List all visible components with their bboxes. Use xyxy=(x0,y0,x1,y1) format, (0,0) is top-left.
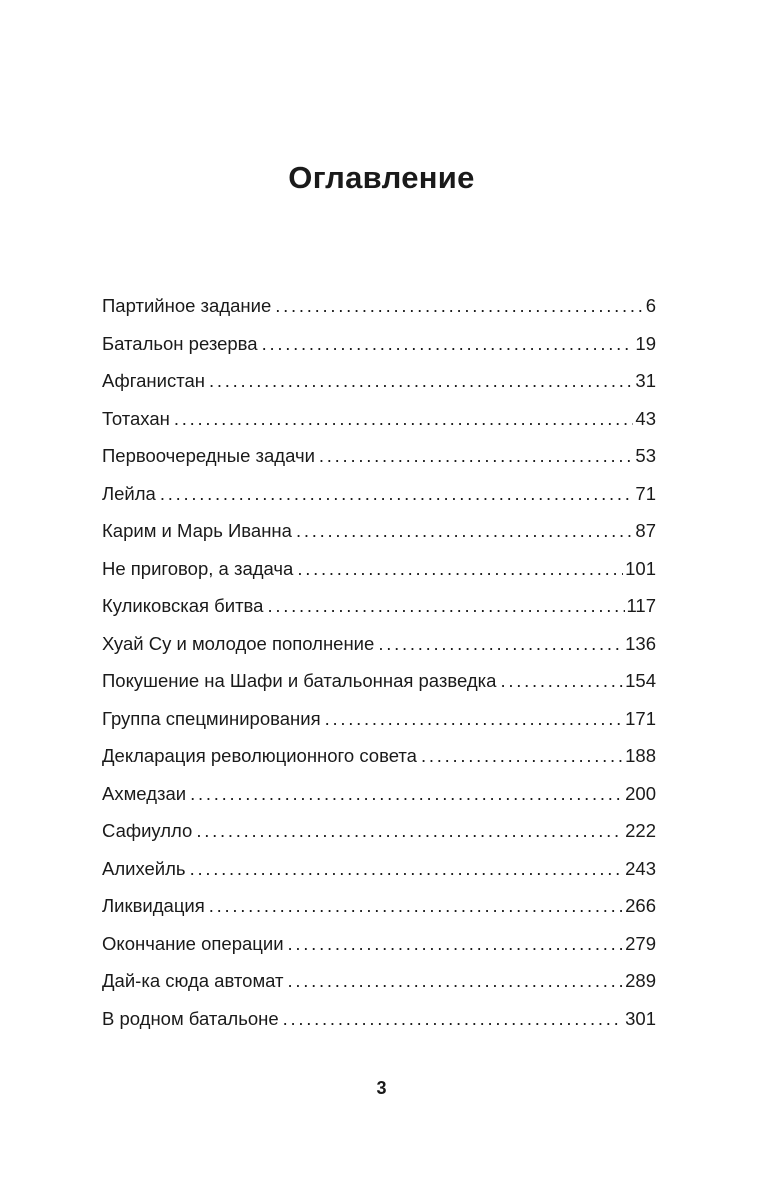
toc-entry-page: 200 xyxy=(625,782,656,804)
toc-leader-dots xyxy=(196,812,623,850)
toc-leader-dots xyxy=(283,1000,623,1038)
toc-entry-page: 6 xyxy=(645,295,656,316)
toc-entry-title: Ликвидация xyxy=(102,895,205,916)
toc-leader-dots xyxy=(209,362,633,400)
toc-entry-title: В родном батальоне xyxy=(102,1007,279,1029)
toc-leader-dots xyxy=(262,325,634,363)
toc-entry-page: 87 xyxy=(635,520,656,541)
toc-entry xyxy=(102,662,656,700)
toc-entry-page: 301 xyxy=(625,1007,656,1029)
toc-entry-page: 279 xyxy=(625,932,656,954)
toc-entry-page: 243 xyxy=(625,857,656,879)
toc-entry-page: 31 xyxy=(635,370,656,391)
toc-entry xyxy=(102,737,656,775)
toc-entry-page: 71 xyxy=(635,482,656,504)
toc-entry-title: Группа спецминирования xyxy=(102,707,321,729)
toc-entry xyxy=(102,850,656,888)
toc-entry-page: 19 xyxy=(635,332,656,354)
toc-entry xyxy=(102,512,656,550)
toc-entry-page: 289 xyxy=(625,970,656,991)
toc-entry-page: 266 xyxy=(625,895,656,916)
toc-leader-dots xyxy=(319,437,634,475)
toc-entry-title: Хуай Су и молодое пополнение xyxy=(102,632,375,654)
toc-leader-dots xyxy=(297,550,623,588)
toc-entry xyxy=(102,587,656,625)
toc-entry-title: Не приговор, а задача xyxy=(102,557,294,579)
toc-entry-title: Тотахан xyxy=(102,407,170,429)
toc-leader-dots xyxy=(160,475,634,513)
toc-entry-page: 43 xyxy=(635,407,656,429)
toc-entry-page: 136 xyxy=(625,632,656,654)
toc-entry-title: Алихейль xyxy=(102,857,186,879)
toc-leader-dots xyxy=(325,700,624,738)
toc-entry-title: Покушение на Шафи и батальонная разведка xyxy=(102,670,497,691)
page-number: 3 xyxy=(376,1078,387,1098)
toc-entry-title: Лейла xyxy=(102,482,156,504)
toc-entry xyxy=(102,287,656,325)
toc-leader-dots xyxy=(190,775,623,813)
toc-entry-page: 53 xyxy=(635,445,656,466)
toc-entry-page: 117 xyxy=(626,595,656,616)
toc-entry-title: Дай-ка сюда автомат xyxy=(102,970,284,991)
toc-entry xyxy=(102,962,656,1000)
toc-leader-dots xyxy=(288,925,624,963)
toc-entry-title: Карим и Марь Иванна xyxy=(102,520,292,541)
toc-entry xyxy=(102,325,656,363)
toc-leader-dots xyxy=(267,587,624,625)
toc-entry xyxy=(102,400,656,438)
toc-entry xyxy=(102,775,656,813)
toc-leader-dots xyxy=(275,287,643,325)
toc-entry xyxy=(102,1000,656,1038)
toc-leader-dots xyxy=(296,512,633,550)
toc-title: Оглавление xyxy=(288,160,475,195)
toc-entry xyxy=(102,362,656,400)
toc-entry-page: 154 xyxy=(625,670,656,691)
toc-leader-dots xyxy=(174,400,634,438)
toc-entry xyxy=(102,812,656,850)
toc-list xyxy=(102,287,656,1037)
toc-entry-title: Декларация революционного совета xyxy=(102,745,417,766)
toc-entry-title: Партийное задание xyxy=(102,295,272,316)
toc-leader-dots xyxy=(288,962,624,1000)
toc-entry-page: 101 xyxy=(625,557,656,579)
toc-leader-dots xyxy=(378,625,623,663)
toc-entry-title: Сафиулло xyxy=(102,820,193,841)
toc-entry-title: Первоочередные задачи xyxy=(102,445,315,466)
toc-entry xyxy=(102,475,656,513)
toc-entry-title: Окончание операции xyxy=(102,932,284,954)
toc-leader-dots xyxy=(209,887,623,925)
toc-entry xyxy=(102,887,656,925)
toc-entry-page: 222 xyxy=(625,820,656,841)
toc-entry-page: 171 xyxy=(625,707,656,729)
toc-entry-title: Афганистан xyxy=(102,370,205,391)
toc-entry xyxy=(102,925,656,963)
toc-entry xyxy=(102,700,656,738)
toc-entry-page: 188 xyxy=(625,745,656,766)
toc-entry-title: Куликовская битва xyxy=(102,595,264,616)
toc-entry-title: Ахмедзаи xyxy=(102,782,187,804)
toc-leader-dots xyxy=(500,662,623,700)
toc-entry xyxy=(102,437,656,475)
toc-entry xyxy=(102,550,656,588)
toc-entry xyxy=(102,625,656,663)
toc-entry-title: Батальон резерва xyxy=(102,332,258,354)
toc-leader-dots xyxy=(421,737,623,775)
toc-leader-dots xyxy=(190,850,624,888)
